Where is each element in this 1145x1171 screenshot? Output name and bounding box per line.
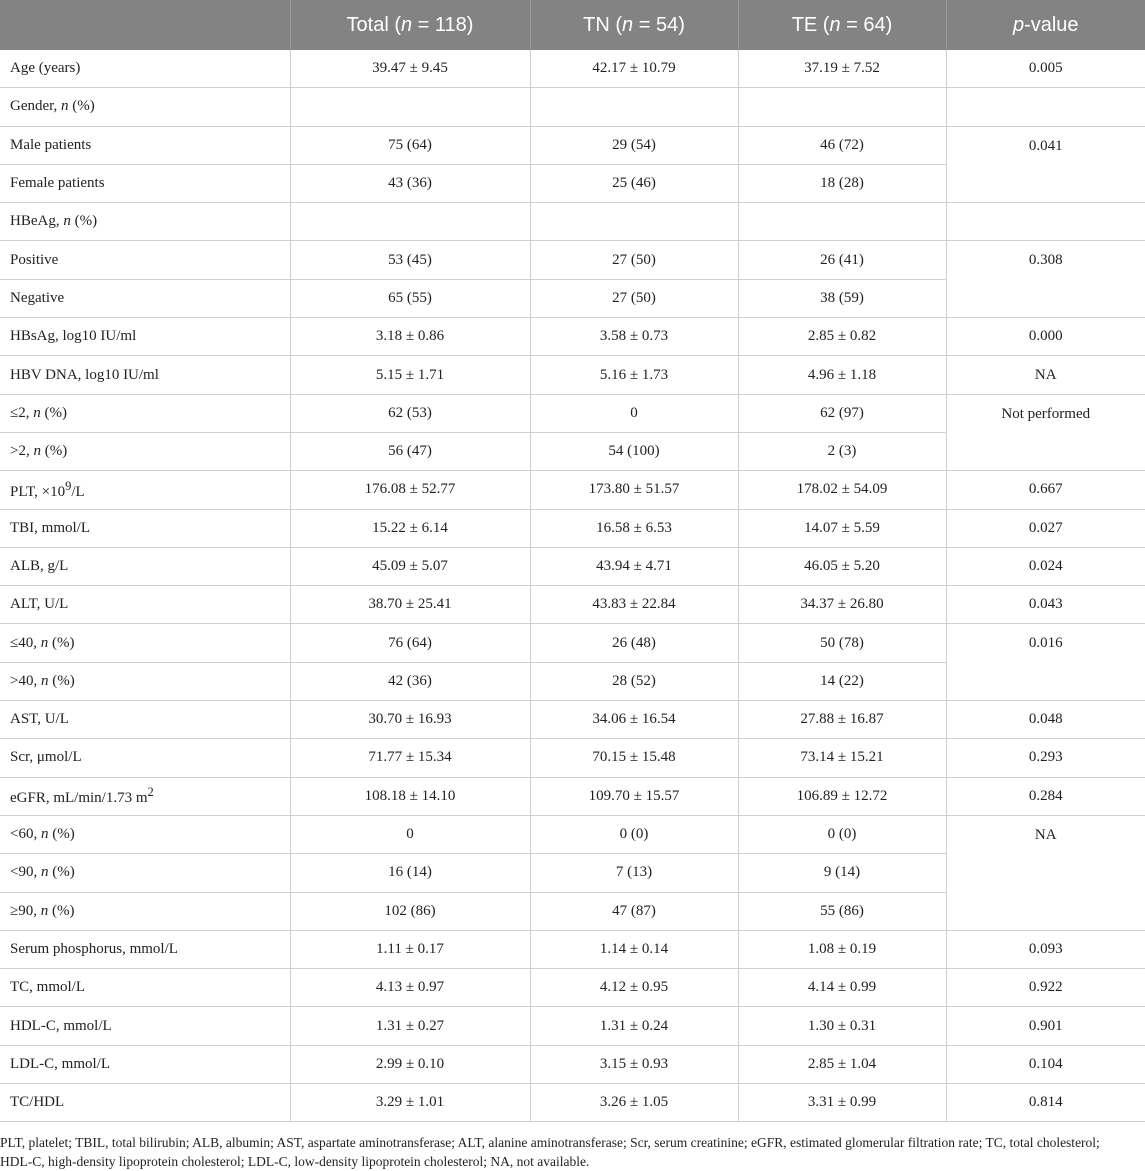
row-label: AST, U/L [0, 701, 290, 739]
cell-pvalue: 0.016 [946, 624, 1145, 701]
table-row [0, 394, 1145, 432]
cell-tn: 43.83 ± 22.84 [530, 586, 738, 624]
cell-total: 30.70 ± 16.93 [290, 701, 530, 739]
table-footnote: PLT, platelet; TBIL, total bilirubin; ALB, albumin; AST, aspartate aminotransferase; ALT, alanine aminotransferase; Scr, serum creatinine; eGFR, estimated glomerular filtration rate; TC, total cholesterol; HDL-C, high-density lipoprotein cholesterol; LDL-C, low-density lipoprotein cholesterol; NA, not available. [0, 1135, 1100, 1169]
table-row [0, 1084, 1145, 1122]
cell-total: 4.13 ± 0.97 [290, 969, 530, 1007]
cell-te: 55 (86) [738, 892, 946, 930]
cell-te: 106.89 ± 12.72 [738, 777, 946, 815]
cell-total: 2.99 ± 0.10 [290, 1045, 530, 1083]
cell-tn: 5.16 ± 1.73 [530, 356, 738, 394]
cell-tn: 7 (13) [530, 854, 738, 892]
cell-tn: 29 (54) [530, 126, 738, 164]
table-row [0, 356, 1145, 394]
table-row [0, 471, 1145, 509]
table-body [0, 50, 1145, 1122]
cell-total: 75 (64) [290, 126, 530, 164]
cell-tn: 3.15 ± 0.93 [530, 1045, 738, 1083]
table-row [0, 509, 1145, 547]
cell-te: 38 (59) [738, 279, 946, 317]
cell-pvalue: 0.043 [946, 586, 1145, 624]
cell-te: 46.05 ± 5.20 [738, 547, 946, 585]
cell-te: 9 (14) [738, 854, 946, 892]
cell-te: 50 (78) [738, 624, 946, 662]
cell-pvalue: 0.308 [946, 241, 1145, 318]
table-row [0, 969, 1145, 1007]
row-label: Female patients [0, 164, 290, 202]
cell-tn: 42.17 ± 10.79 [530, 50, 738, 88]
cell-pvalue: Not performed [946, 394, 1145, 471]
cell-pvalue: 0.041 [946, 126, 1145, 203]
header-te: TE (n = 64) [738, 0, 946, 50]
row-label: TC, mmol/L [0, 969, 290, 1007]
table-row [0, 815, 1145, 853]
cell-te: 2 (3) [738, 432, 946, 470]
cell-tn: 34.06 ± 16.54 [530, 701, 738, 739]
row-label: HBV DNA, log10 IU/ml [0, 356, 290, 394]
cell-pvalue: 0.667 [946, 471, 1145, 509]
cell-tn: 0 (0) [530, 815, 738, 853]
row-label: Gender, n (%) [0, 88, 290, 126]
table-row [0, 1045, 1145, 1083]
table-row [0, 241, 1145, 279]
cell-total: 53 (45) [290, 241, 530, 279]
cell-te: 27.88 ± 16.87 [738, 701, 946, 739]
cell-tn: 3.58 ± 0.73 [530, 318, 738, 356]
table-row [0, 624, 1145, 662]
row-label: ≤40, n (%) [0, 624, 290, 662]
table-row [0, 50, 1145, 88]
table-row [0, 318, 1145, 356]
table-row [0, 739, 1145, 777]
cell-te: 73.14 ± 15.21 [738, 739, 946, 777]
cell-te: 0 (0) [738, 815, 946, 853]
cell-tn: 0 [530, 394, 738, 432]
table-row [0, 586, 1145, 624]
cell-te: 2.85 ± 0.82 [738, 318, 946, 356]
cell-total: 5.15 ± 1.71 [290, 356, 530, 394]
cell-total: 71.77 ± 15.34 [290, 739, 530, 777]
cell-te: 14.07 ± 5.59 [738, 509, 946, 547]
row-label: >2, n (%) [0, 432, 290, 470]
row-label: ≥90, n (%) [0, 892, 290, 930]
cell-total: 62 (53) [290, 394, 530, 432]
cell-te: 4.96 ± 1.18 [738, 356, 946, 394]
table-row [0, 1007, 1145, 1045]
cell-pvalue: 0.093 [946, 930, 1145, 968]
cell-tn: 3.26 ± 1.05 [530, 1084, 738, 1122]
cell-te: 14 (22) [738, 662, 946, 700]
cell-te: 2.85 ± 1.04 [738, 1045, 946, 1083]
cell-tn: 4.12 ± 0.95 [530, 969, 738, 1007]
cell-total [290, 203, 530, 241]
cell-total: 42 (36) [290, 662, 530, 700]
cell-total: 108.18 ± 14.10 [290, 777, 530, 815]
cell-total: 43 (36) [290, 164, 530, 202]
row-label: >40, n (%) [0, 662, 290, 700]
cell-total: 3.18 ± 0.86 [290, 318, 530, 356]
cell-pvalue: 0.005 [946, 50, 1145, 88]
cell-tn: 27 (50) [530, 241, 738, 279]
cell-total [290, 88, 530, 126]
cell-total: 176.08 ± 52.77 [290, 471, 530, 509]
cell-te: 62 (97) [738, 394, 946, 432]
cell-tn: 25 (46) [530, 164, 738, 202]
row-label: TBI, mmol/L [0, 509, 290, 547]
cell-pvalue: 0.293 [946, 739, 1145, 777]
row-label: ALT, U/L [0, 586, 290, 624]
table-row [0, 930, 1145, 968]
cell-tn [530, 88, 738, 126]
cell-te: 34.37 ± 26.80 [738, 586, 946, 624]
cell-pvalue: 0.104 [946, 1045, 1145, 1083]
cell-tn: 16.58 ± 6.53 [530, 509, 738, 547]
row-label: ALB, g/L [0, 547, 290, 585]
table-row [0, 88, 1145, 126]
cell-te: 1.30 ± 0.31 [738, 1007, 946, 1045]
cell-tn: 1.14 ± 0.14 [530, 930, 738, 968]
cell-total: 15.22 ± 6.14 [290, 509, 530, 547]
cell-total: 65 (55) [290, 279, 530, 317]
table-row [0, 701, 1145, 739]
header-label [0, 0, 290, 50]
cell-pvalue [946, 88, 1145, 126]
table-header [0, 0, 1145, 50]
cell-total: 3.29 ± 1.01 [290, 1084, 530, 1122]
cell-pvalue: 0.901 [946, 1007, 1145, 1045]
header-row [0, 0, 1145, 50]
cell-te: 3.31 ± 0.99 [738, 1084, 946, 1122]
cell-te: 46 (72) [738, 126, 946, 164]
cell-tn: 26 (48) [530, 624, 738, 662]
header-pvalue: p-value [946, 0, 1145, 50]
cell-total: 45.09 ± 5.07 [290, 547, 530, 585]
row-label: ≤2, n (%) [0, 394, 290, 432]
cell-pvalue: 0.027 [946, 509, 1145, 547]
cell-total: 1.11 ± 0.17 [290, 930, 530, 968]
cell-total: 38.70 ± 25.41 [290, 586, 530, 624]
row-label: Positive [0, 241, 290, 279]
row-label: LDL-C, mmol/L [0, 1045, 290, 1083]
cell-pvalue: 0.284 [946, 777, 1145, 815]
cell-pvalue: NA [946, 815, 1145, 930]
cell-total: 102 (86) [290, 892, 530, 930]
row-label: HBeAg, n (%) [0, 203, 290, 241]
cell-total: 0 [290, 815, 530, 853]
table-row [0, 777, 1145, 815]
cell-tn: 109.70 ± 15.57 [530, 777, 738, 815]
row-label: Serum phosphorus, mmol/L [0, 930, 290, 968]
cell-tn: 173.80 ± 51.57 [530, 471, 738, 509]
row-label: <90, n (%) [0, 854, 290, 892]
cell-total: 56 (47) [290, 432, 530, 470]
row-label: Negative [0, 279, 290, 317]
cell-te: 4.14 ± 0.99 [738, 969, 946, 1007]
cell-total: 76 (64) [290, 624, 530, 662]
row-label: Age (years) [10, 60, 81, 77]
cell-tn: 54 (100) [530, 432, 738, 470]
table-row [0, 126, 1145, 164]
row-label: TC/HDL [0, 1084, 290, 1122]
cell-te: 26 (41) [738, 241, 946, 279]
header-tn: TN (n = 54) [530, 0, 738, 50]
cell-tn: 27 (50) [530, 279, 738, 317]
cell-pvalue: NA [946, 356, 1145, 394]
cell-te: 37.19 ± 7.52 [738, 50, 946, 88]
cell-te: 1.08 ± 0.19 [738, 930, 946, 968]
cell-tn: 70.15 ± 15.48 [530, 739, 738, 777]
cell-te [738, 203, 946, 241]
cell-total: 39.47 ± 9.45 [290, 50, 530, 88]
header-total: Total (n = 118) [290, 0, 530, 50]
cell-total: 16 (14) [290, 854, 530, 892]
row-label: Male patients [0, 126, 290, 164]
cell-tn [530, 203, 738, 241]
cell-pvalue: 0.922 [946, 969, 1145, 1007]
row-label: HBsAg, log10 IU/ml [0, 318, 290, 356]
cell-tn: 43.94 ± 4.71 [530, 547, 738, 585]
row-label: <60, n (%) [0, 815, 290, 853]
cell-te: 178.02 ± 54.09 [738, 471, 946, 509]
cell-pvalue [946, 203, 1145, 241]
row-label: PLT, $\times 10^9/L$ [0, 471, 290, 509]
row-label: HDL-C, mmol/L [0, 1007, 290, 1045]
cell-tn: 28 (52) [530, 662, 738, 700]
cell-pvalue: 0.048 [946, 701, 1145, 739]
table-row [0, 203, 1145, 241]
row-label: eGFR, mL/min/1.73 $m^2$ [0, 777, 290, 815]
table-row [0, 547, 1145, 585]
row-label: Scr, μmol/L [0, 739, 290, 777]
cell-tn: 47 (87) [530, 892, 738, 930]
cell-tn: 1.31 ± 0.24 [530, 1007, 738, 1045]
cell-pvalue: 0.814 [946, 1084, 1145, 1122]
cell-pvalue: 0.024 [946, 547, 1145, 585]
cell-total: 1.31 ± 0.27 [290, 1007, 530, 1045]
cell-pvalue: 0.000 [946, 318, 1145, 356]
cell-te: 18 (28) [738, 164, 946, 202]
cell-te [738, 88, 946, 126]
